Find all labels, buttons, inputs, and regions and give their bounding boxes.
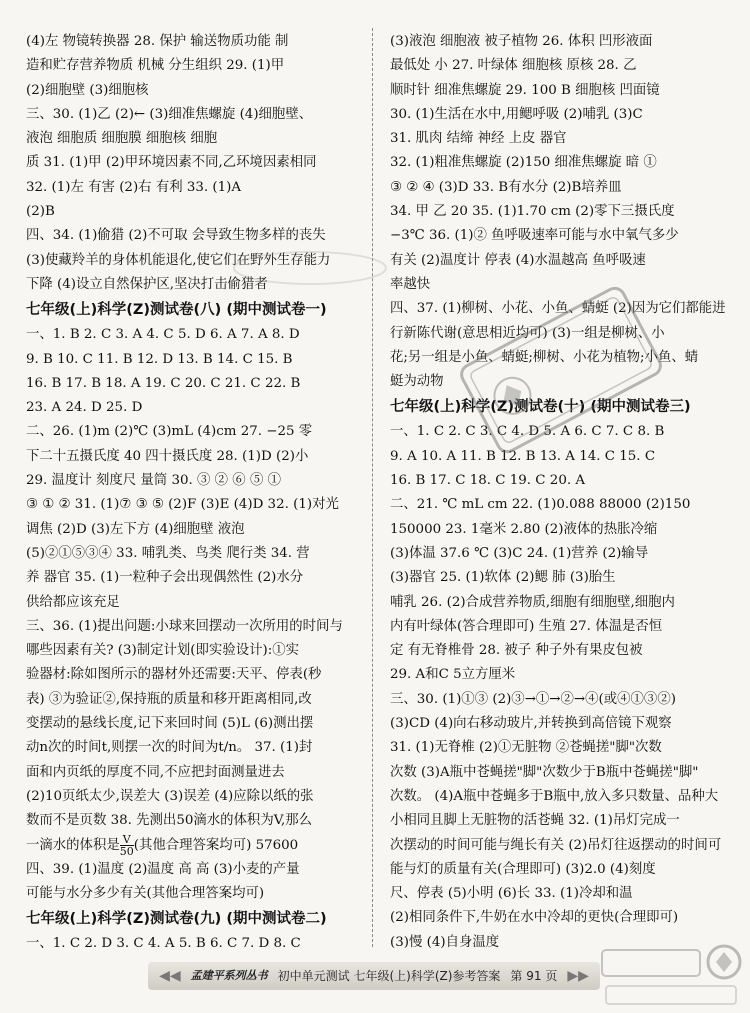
answer-line: 调焦 (2)D (3)左下方 (4)细胞壁 液泡 [26,521,245,537]
answer-line: 31. (1)无脊椎 (2)①无脏物 ②苍蝇搓"脚"次数 [390,740,662,756]
answer-line: 16. B 17. B 18. A 19. C 20. C 21. C 22. B [26,375,301,391]
answer-line: 9. B 10. C 11. B 12. D 13. B 14. C 15. B [26,351,293,367]
answer-line: 9. A 10. A 11. B 12. B 13. A 14. C 15. C [390,448,656,464]
answer-line: 蜓为动物 [390,374,444,390]
answer-line: 二、26. (1)m (2)℃ (3)mL (4)cm 27. −25 零 [26,424,313,440]
fraction [120,834,134,857]
answer-line: 32. (1)左 有害 (2)右 有利 33. (1)A [26,179,242,195]
answer-line: 30. (1)生活在水中,用鳃呼吸 (2)哺乳 (3)C [390,106,643,122]
answer-line: (4)左 物镜转换器 28. 保护 输送物质功能 制 [26,34,289,49]
answer-line: 哺乳 26. (2)合成营养物质,细胞有细胞壁,细胞内 [390,594,675,610]
answer-line: (3)液泡 细胞液 被子植物 26. 体积 凹形液面 [390,34,653,49]
answer-line: 哪些因素有关? (3)制定计划(即实验设计):①实 [26,643,300,659]
footer-page-number: 第 91 页 [510,969,558,983]
answer-line: 质 31. (1)甲 (2)甲环境因素不同,乙环境因素相同 [26,155,317,171]
answer-line: 一、1. C 2. C 3. C 4. D 5. A 6. C 7. C 8. B [390,424,665,440]
answer-line: 23. A 24. D 25. D [26,400,143,416]
test-section-heading: 七年级(上)科学(Z)测试卷(九) (期中测试卷二) [26,911,327,928]
answer-line: 下降 (4)设立自然保护区,坚决打击偷猎者 [26,276,268,292]
answer-line: 花;另一组是小鱼、蜻蜓;柳树、小花为植物;小鱼、蜻 [390,349,699,365]
fraction-numerator: V [120,834,134,846]
answer-line: (2)B [26,204,55,220]
answer-line: 面和内页纸的厚度不同,不应把封面测量进去 [26,764,285,780]
answer-line: 29. 温度计 刻度尺 量筒 30. ③ ② ⑥ ⑤ ① [26,473,281,489]
answer-line: 变摆动的悬线长度,记下来回时间 (5)L (6)测出摆 [26,716,314,732]
answer-line: 定 有无脊椎骨 28. 被子 种子外有果皮包被 [390,643,643,659]
footer-right-ornament: ▶▶ [567,968,589,984]
answer-line: 三、30. (1)乙 (2)← (3)细准焦螺旋 (4)细胞壁、 [26,106,313,122]
footer-book-title: 初中单元测试 七年级(上)科学(Z)参考答案 [277,969,501,983]
answer-line: 三、30. (1)①③ (2)③→①→②→④(或④①③②) [390,691,676,707]
answer-line: 表) ③为验证②,保持瓶的质量和移开距离相同,改 [26,691,312,707]
answer-line: (2)相同条件下,牛奶在水中冷却的更快(合理即可) [390,910,679,926]
right-column [390,30,726,949]
answer-line: 下二十五摄氏度 40 四十摄氏度 28. (1)D (2)小 [26,448,309,464]
answer-line: 造和贮存营养物质 机械 分生组织 29. (1)甲 [26,58,285,74]
answer-line: ③ ① ② 31. (1)⑦ ③ ⑤ (2)F (3)E (4)D 32. (1)对光 [26,497,339,513]
column-divider [372,28,373,947]
answer-line: 一、1. B 2. C 3. A 4. C 5. D 6. A 7. A 8. D [26,327,300,343]
footer-left-ornament: ◀◀ [159,968,181,984]
answer-line: 率越快 [390,276,431,292]
answer-line: 次摆动的时间可能与绳长有关 (2)吊灯往返摆动的时间可 [390,837,722,853]
answer-line: 数而不是页数 38. 先测出50滴水的体积为V,那么 [26,813,313,829]
answer-line: 顺时针 细准焦螺旋 29. 100 B 细胞核 凹面镜 [390,82,660,98]
answer-line: 34. 甲 乙 20 35. (1)1.70 cm (2)零下三摄氏度 [390,204,675,220]
answer-line: 150000 23. 1毫米 2.80 (2)液体的热胀冷缩 [390,521,658,537]
answer-line: (3)慢 (4)自身温度 [390,934,500,949]
answer-line: 16. B 17. C 18. C 19. C 20. A [390,473,586,489]
answer-line: −3℃ 36. (1)② 鱼呼吸速率可能与水中氧气多少 [390,228,679,244]
answer-line: 液泡 细胞质 细胞膜 细胞核 细胞 [26,131,218,147]
answer-line: (2)10页纸太少,误差大 (3)误差 (4)应除以纸的张 [26,788,314,804]
answer-line-with-fraction [26,834,364,858]
answer-line: (2)细胞壁 (3)细胞核 [26,82,149,98]
answer-line: 32. (1)粗准焦螺旋 (2)150 细准焦螺旋 暗 ① [390,155,657,171]
answer-line: 一、1. C 2. D 3. C 4. A 5. B 6. C 7. D 8. C [26,936,301,949]
answer-line: (3)体温 37.6 ℃ (3)C 24. (1)营养 (2)输导 [390,545,649,561]
answer-line: 小相同且脚上无脏物的活苍蝇 32. (1)吊灯完成一 [390,813,680,829]
answer-line: 有关 (2)温度计 停表 (4)水温越高 鱼呼吸速 [390,252,646,268]
page-footer [148,962,600,990]
answer-line: 内有叶绿体(答合理即可) 生殖 27. 体温是否恒 [390,618,663,634]
answer-line: (3)器官 25. (1)软体 (2)鳃 肺 (3)胎生 [390,570,616,586]
answer-line: 供给都应该充足 [26,594,120,610]
answer-line: 最低处 小 27. 叶绿体 细胞核 原核 28. 乙 [390,58,637,74]
test-section-heading: 七年级(上)科学(Z)测试卷(八) (期中测试卷一) [26,302,327,319]
fraction-denominator: 50 [119,844,134,858]
answer-text: 一滴水的体积是 [26,837,120,853]
answer-line: ③ ② ④ (3)D 33. B有水分 (2)B培养皿 [390,179,622,195]
answer-line: 验器材:除如图所示的器材外还需要:天平、停表(秒 [26,667,322,683]
answer-line: 可能与水分多少有关(其他合理答案均可) [26,886,265,902]
answer-line: 次数。 (4)A瓶中苍蝇多于B瓶中,放入多只数量、品种大 [390,788,719,804]
answer-text: (其他合理答案均可) 57600 [133,837,299,853]
answer-line: (3)使藏羚羊的身体机能退化,使它们在野外生存能力 [26,252,331,268]
answer-line: 四、39. (1)温度 (2)温度 高 高 (3)小麦的产量 [26,861,300,877]
answer-line: 29. A和C 5立方厘米 [390,667,516,683]
answer-line: 尺、停表 (5)小明 (6)长 33. (1)冷却和温 [390,886,633,902]
answer-line: 四、34. (1)偷猎 (2)不可取 会导致生物多样的丧失 [26,228,326,244]
left-column [26,30,364,949]
answer-line: 31. 肌肉 结缔 神经 上皮 器官 [390,131,567,147]
answer-line: (3)CD (4)向右移动玻片,并转换到高倍镜下观察 [390,716,672,732]
answer-line: 三、36. (1)提出问题:小球来回摆动一次所用的时间与 [26,618,343,634]
answer-line: (5)②①⑤③④ 33. 哺乳类、鸟类 爬行类 34. 营 [26,545,310,561]
test-section-heading: 七年级(上)科学(Z)测试卷(十) (期中测试卷三) [390,399,691,416]
answer-line: 动n次的时间t,则摆一次的时间为t/n。 37. (1)封 [26,740,313,756]
answer-line: 二、21. ℃ mL cm 22. (1)0.088 88000 (2)150 [390,497,691,513]
footer-series: 孟建平系列丛书 [190,969,268,982]
answer-line: 行新陈代谢(意思相近均可) (3)一组是柳树、小 [390,325,665,341]
answer-line: 次数 (3)A瓶中苍蝇搓"脚"次数少于B瓶中苍蝇搓"脚" [390,764,699,780]
answer-line: 四、37. (1)柳树、小花、小鱼、蜻蜓 (2)因为它们都能进 [390,301,726,317]
answer-line: 养 器官 35. (1)一粒种子会出现偶然性 (2)水分 [26,570,304,586]
answer-line: 能与灯的质量有关(合理即可) (3)2.0 (4)刻度 [390,861,656,877]
